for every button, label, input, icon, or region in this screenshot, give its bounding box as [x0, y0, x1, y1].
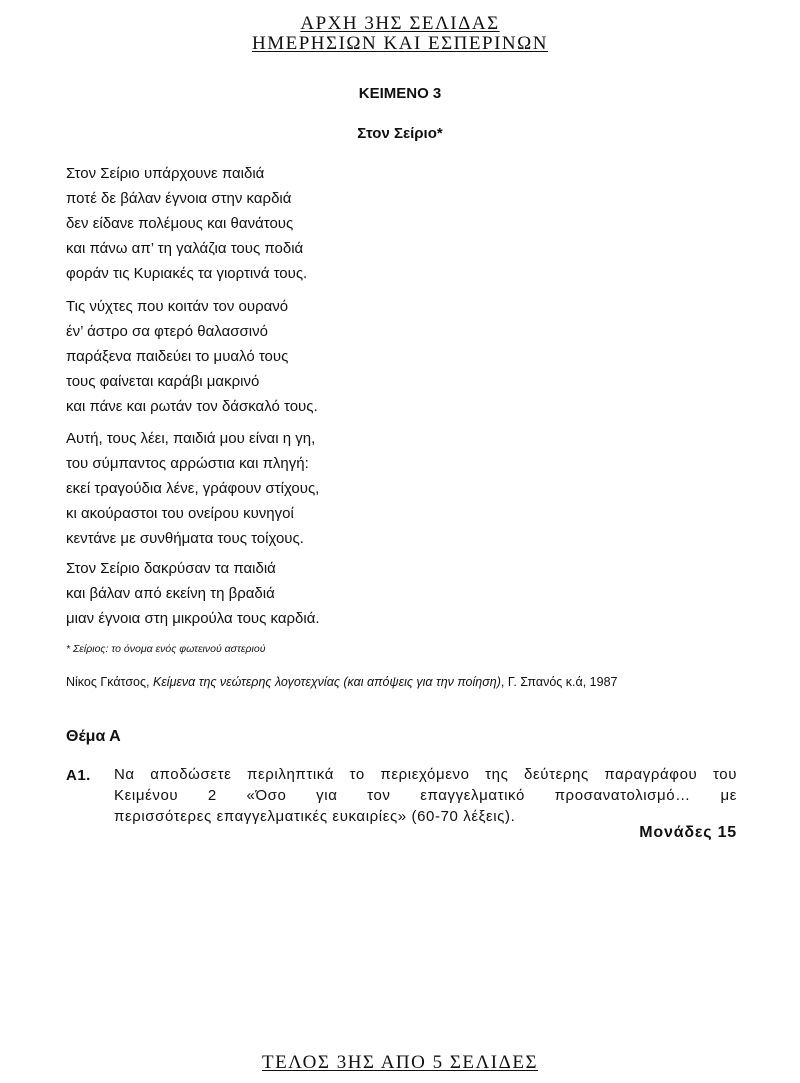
- poem-line: δεν είδανε πολέμους και θανάτους: [66, 215, 294, 232]
- question-marks: Μονάδες 15: [639, 824, 737, 841]
- poem-line: τους φαίνεται καράβι μακρινό: [66, 373, 260, 390]
- source-citation: [66, 675, 617, 689]
- poem-stanza-1: [66, 161, 307, 286]
- poem-line: και βάλαν από εκείνη τη βραδιά: [66, 585, 275, 602]
- poem-stanza-2: [66, 294, 318, 419]
- source-author: Νίκος Γκάτσος,: [66, 675, 153, 689]
- poem-line: ποτέ δε βάλαν έγνοια στην καρδιά: [66, 190, 292, 207]
- source-book-title: Κείμενα της νεώτερης λογοτεχνίας (και απόψεις για την ποίηση): [152, 675, 501, 689]
- poem-line: και πάνε και ρωτάν τον δάσκαλό τους.: [66, 398, 318, 415]
- question-line: Να αποδώσετε περιληπτικά το περιεχόμενο της δεύτερης παραγράφου του: [114, 766, 737, 783]
- section-heading: Θέμα Α: [66, 728, 121, 745]
- poem-stanza-3: [66, 426, 319, 551]
- poem-line: Στον Σείριο δακρύσαν τα παιδιά: [66, 560, 276, 577]
- page-header-line-1: ΑΡΧΗ 3ΗΣ ΣΕΛΙΔΑΣ: [300, 13, 500, 34]
- poem-line: Στον Σείριο υπάρχουνε παιδιά: [66, 165, 265, 182]
- poem-line: του σύμπαντος αρρώστια και πληγή:: [66, 455, 309, 472]
- poem-line: εκεί τραγούδια λένε, γράφουν στίχους,: [66, 480, 320, 497]
- question-line: Κειμένου 2 «Όσο για τον επαγγελματικό προσανατολισμό… με: [114, 787, 737, 804]
- poem-stanza-4: [66, 556, 320, 631]
- page-footer: ΤΕΛΟΣ 3ΗΣ ΑΠΟ 5 ΣΕΛΙΔΕΣ: [261, 1052, 539, 1073]
- poem-line: και πάνω απ’ τη γαλάζια τους ποδιά: [66, 240, 304, 257]
- question-text: [114, 764, 737, 827]
- poem-line: παράξενα παιδεύει το μυαλό τους: [66, 348, 289, 365]
- footnote: * Σείριος: το όνομα ενός φωτεινού αστεριού: [66, 643, 266, 655]
- poem-line: φοράν τις Κυριακές τα γιορτινά τους.: [66, 265, 308, 282]
- poem-line: Αυτή, τους λέει, παιδιά μου είναι η γη,: [66, 430, 316, 447]
- poem-line: Τις νύχτες που κοιτάν τον ουρανό: [66, 298, 289, 315]
- text-title: ΚΕΙΜΕΝΟ 3: [358, 85, 442, 102]
- question-line: περισσότερες επαγγελματικές ευκαιρίες» (60-70 λέξεις).: [114, 808, 516, 825]
- question-number: Α1.: [66, 767, 91, 784]
- poem-title: Στον Σείριο*: [357, 125, 443, 142]
- source-publisher: , Γ. Σπανός κ.ά, 1987: [500, 675, 618, 689]
- poem-line: έν’ άστρο σα φτερό θαλασσινό: [66, 323, 268, 340]
- poem-line: κεντάνε με συνθήματα τους τοίχους.: [66, 530, 304, 547]
- poem-line: μιαν έγνοια στη μικρούλα τους καρδιά.: [66, 610, 320, 627]
- poem-line: κι ακούραστοι του ονείρου κυνηγοί: [66, 505, 294, 522]
- page-header-line-2: ΗΜΕΡΗΣΙΩΝ ΚΑΙ ΕΣΠΕΡΙΝΩΝ: [252, 33, 548, 54]
